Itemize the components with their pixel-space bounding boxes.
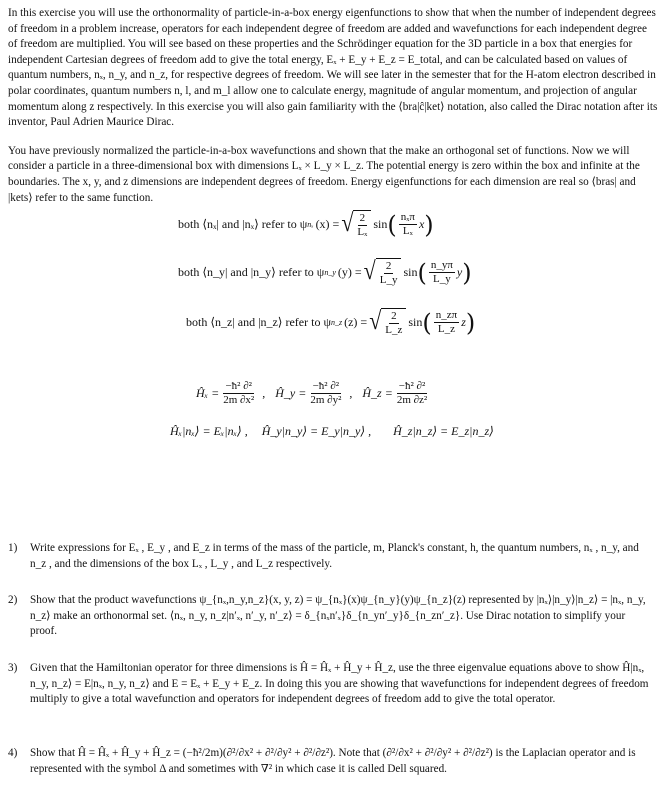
wavefunction-z: both ⟨n_z| and |n_z⟩ refer to ψ n_z (z) = √ $\frac{2}{L\_z}$ sin ( $\frac{n\_z\pi}{L\_z}$ z ) (186, 305, 476, 337)
wavefunction-x: both ⟨nₓ| and |nₓ⟩ refer to ψ nₓ (x) = √ $\frac{2}{\text{Lₓ}}$ sin ( $\frac{\text{nₓπ}}{\text{Lₓ}}$ x ) (178, 207, 434, 239)
wavefunction-y: both ⟨n_y| and |n_y⟩ refer to ψ n_y (y) = √ $\frac{2}{L\_y}$ sin ( $\frac{n\_y\pi}{L\_y}$ y ) (178, 255, 472, 287)
question-2: 2) Show that the product wavefunctions ψ_{nₓ,n_y,n_z}(x, y, z) = ψ_{nₓ}(x)ψ_{n_y}(y)ψ_{n_z}(z) represented by |nₓ⟩|n_y⟩|n_z⟩ = |nₓ, n_y, n_z⟩ make an orthonormal set. ⟨nₓ, n_y, n_z|n′ₓ, n′_y, n′_z⟩ = δ_{nₓn′ₓ}δ_{n_yn′_y}δ_{n_zn′_z}. Use Dirac notation to simplify your proof. (8, 594, 646, 638)
intro-paragraph-2: You have previously normalized the particle-in-a-box wavefunctions and shown that the make an orthogonal set of functions. Now we will consider a particle in a three-dimensional box with dimensions Lₓ × L_y × L_z. The potential energy is zero within the box and infinite at the boundaries. The x, y, and z dimensions are independent degrees of freedom. Energy eigenfunctions for each dimension are real so ⟨bras| and |kets⟩ refer to the same function. (8, 144, 640, 204)
eigen-row (170, 424, 494, 439)
sqrt-x: √ $\frac{2}{\text{Lₓ}}$ (341, 210, 371, 239)
hamiltonian-row: Ĥₓ = $\frac{\text{−ħ² ∂²}}{\text{2m ∂x²}}$ , Ĥ_y = $\frac{\text{−ħ² ∂²}}{\text{2m ∂y²}}$ , Ĥ_z = $\frac{\text{−ħ² ∂²}}{\text{2m ∂z²}}$ (196, 380, 428, 407)
intro-paragraph-1: In this exercise you will use the orthonormality of particle-in-a-box energy eigenfunctions to show that when the number of independent degrees of freedom in a problem increase, operators for each independent degree of freedom are added and wavefunctions for each independent degree of freedom are multiplied. You will see based on these properties and the Schrödinger equation for the 3D particle in a box that energies for independent Cartesian degrees of freedom add to give the total energy, Eₓ + E_y + E_z = E_total, and can be calculated based on values of quantum numbers, nₓ, n_y, and n_z, for respective degrees of freedom. We will see later in the semester that for the H-atom electron described in polar coordinates, quantum numbers n, l, and m_l allow one to calculate energy, magnitude of angular momentum, and projection of angular momentum along z respectively. In this exercise you will also gain familiarity with the ⟨bra|ĉ|ket⟩ notation, also called the Dirac notation after its inventor, Paul Adrien Maurice Dirac. (8, 7, 658, 129)
eigen-z: Ĥ_z|n_z⟩ = E_z|n_z⟩ (393, 424, 494, 439)
wavefunction-equations (8, 208, 659, 448)
hx-lhs: Ĥₓ = (196, 386, 220, 401)
sqrt-y: √ $\frac{2}{L\_y}$ (364, 258, 402, 287)
sqrt-z: √ $\frac{2}{L\_z}$ (369, 308, 406, 337)
eigen-y: Ĥ_y|n_y⟩ = E_y|n_y⟩ , (261, 424, 372, 439)
question-4: 4) Show that Ĥ = Ĥₓ + Ĥ_y + Ĥ_z = (−ħ²/2m)(∂²/∂x² + ∂²/∂y² + ∂²/∂z²). Note that (∂²/∂x² + ∂²/∂y² + ∂²/∂z²) is the Laplacian operator and is represented with the symbol Δ and sometimes with ∇² in which case it is called Dell squared. (8, 747, 636, 775)
question-1: 1) Write expressions for Eₓ , E_y , and E_z in terms of the mass of the particle, m, Planck's constant, h, the quantum numbers, nₓ , n_y, and n_z , and the dimensions of the box Lₓ , L_y , and L_z respectively. (8, 542, 639, 570)
question-3: 3) Given that the Hamiltonian operator for three dimensions is Ĥ = Ĥₓ + Ĥ_y + Ĥ_z, use the three eigenvalue equations above to show Ĥ|nₓ, n_y, n_z⟩ = E|nₓ, n_y, n_z⟩ and E = Eₓ + E_y + E_z. In doing this you are showing that wavefunctions for independent degrees of freedom multiply to give a total wavefunction and operators for independent degrees of freedom add to give the total operator. (8, 662, 649, 706)
hz-lhs: Ĥ_z = (362, 386, 393, 401)
hy-lhs: Ĥ_y = (275, 386, 307, 401)
eigen-x: Ĥₓ|nₓ⟩ = Eₓ|nₓ⟩ , (170, 424, 248, 439)
